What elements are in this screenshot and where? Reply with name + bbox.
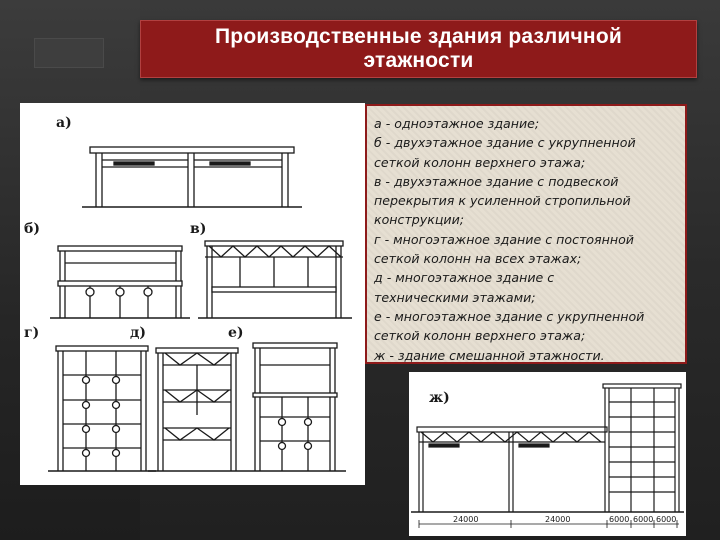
building-sections-figure [20, 103, 365, 485]
label-v: в) [190, 221, 207, 237]
legend-line: а - одноэтажное здание; [374, 116, 540, 131]
slide-title-line-2: этажности [363, 49, 474, 72]
legend-line: конструкции; [374, 212, 465, 228]
legend-line: б - двухэтажное здание с укрупненной [374, 135, 636, 151]
label-g: г) [24, 325, 40, 341]
legend-line: ж - здание смешанной этажности. [374, 347, 605, 363]
dimension-2: 24000 [545, 515, 571, 524]
legend-line: г - многоэтажное здание с постоянной [374, 231, 634, 247]
legend-line: е - многоэтажное здание с укрупненной [374, 308, 645, 324]
dimension-3: 6000 [609, 515, 630, 524]
mixed-storey-drawing [409, 372, 686, 536]
slide-title-line-1: Производственные здания различной [215, 25, 622, 48]
dimension-1: 24000 [453, 515, 479, 524]
legend-line: сеткой колонн верхнего этажа; [374, 328, 586, 344]
legend-line: сеткой колонн на всех этажах; [374, 251, 582, 267]
legend-box [365, 104, 687, 364]
legend-line: сеткой колонн верхнего этажа; [374, 154, 586, 170]
logo-placeholder [34, 38, 104, 68]
label-d: д) [130, 325, 146, 341]
legend-line: техническими этажами; [374, 289, 536, 305]
legend-line: в - двухэтажное здание с подвеской [374, 173, 619, 189]
slide-title-bar [140, 20, 697, 78]
label-zh: ж) [429, 390, 450, 406]
dimension-5: 6000 [656, 515, 677, 524]
label-e: е) [228, 325, 244, 341]
legend-line: перекрытия к усиленной стропильной [374, 193, 631, 209]
building-sections-drawing [20, 103, 365, 485]
mixed-storey-figure [409, 372, 686, 536]
dimension-4: 6000 [633, 515, 654, 524]
label-b: б) [24, 221, 40, 237]
label-a: а) [56, 115, 72, 131]
legend-line: д - многоэтажное здание с [374, 270, 555, 286]
